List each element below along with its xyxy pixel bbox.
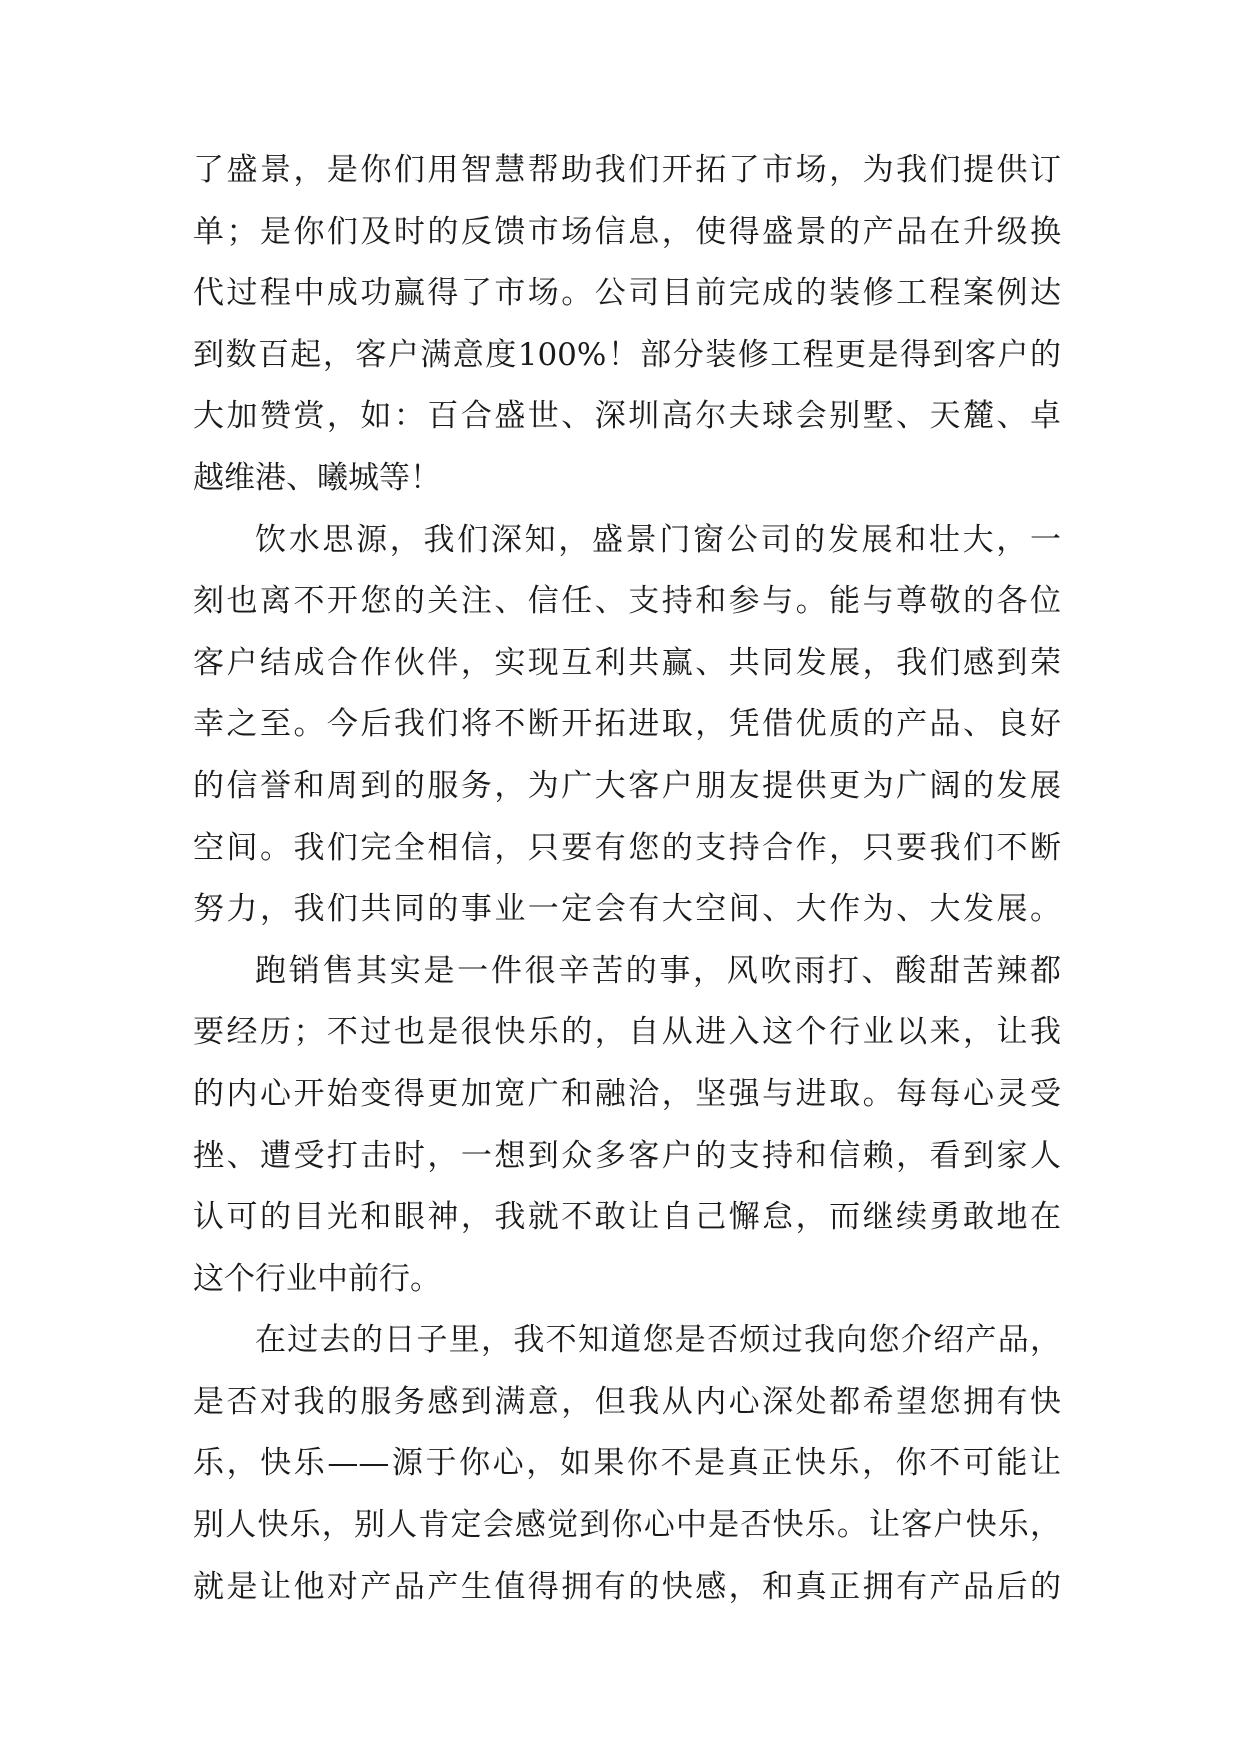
text-line: 代过程中成功赢得了市场。公司目前完成的装修工程案例达 (193, 275, 1061, 312)
paragraph-first-line: 跑销售其实是一件很辛苦的事，风吹雨打、酸甜苦辣都 (255, 952, 1061, 989)
text-line: 的信誉和周到的服务，为广大客户朋友提供更为广阔的发展 (193, 767, 1061, 804)
text-line: 要经历；不过也是很快乐的，自从进入这个行业以来，让我 (193, 1014, 1061, 1051)
text-line: 客户结成合作伙伴，实现互利共赢、共同发展，我们感到荣 (193, 644, 1061, 681)
text-line: 的内心开始变得更加宽广和融洽，坚强与进取。每每心灵受 (193, 1075, 1061, 1112)
body-text (193, 140, 1061, 1618)
text-line: 刻也离不开您的关注、信任、支持和参与。能与尊敬的各位 (193, 583, 1061, 620)
text-line: 到数百起，客户满意度100%！部分装修工程更是得到客户的 (193, 336, 1061, 373)
paragraph-first-line: 饮水思源，我们深知，盛景门窗公司的发展和壮大，一 (255, 521, 1061, 558)
text-line: 这个行业中前行。 (193, 1260, 441, 1297)
text-line: 单；是你们及时的反馈市场信息，使得盛景的产品在升级换 (193, 213, 1061, 250)
text-line: 别人快乐，别人肯定会感觉到你心中是否快乐。让客户快乐， (193, 1507, 1061, 1544)
text-line: 就是让他对产品产生值得拥有的快感，和真正拥有产品后的 (193, 1568, 1061, 1605)
text-line: 大加赞赏，如：百合盛世、深圳高尔夫球会别墅、天麓、卓 (193, 398, 1061, 435)
paragraph-first-line: 在过去的日子里，我不知道您是否烦过我向您介绍产品， (255, 1322, 1061, 1359)
text-line: 空间。我们完全相信，只要有您的支持合作，只要我们不断 (193, 829, 1061, 866)
text-line: 乐，快乐——源于你心，如果你不是真正快乐，你不可能让 (193, 1445, 1061, 1482)
text-line: 幸之至。今后我们将不断开拓进取，凭借优质的产品、良好 (193, 706, 1061, 743)
text-line: 了盛景，是你们用智慧帮助我们开拓了市场，为我们提供订 (193, 152, 1061, 188)
text-line: 挫、遭受打击时，一想到众多客户的支持和信赖，看到家人 (193, 1137, 1061, 1174)
text-line: 努力，我们共同的事业一定会有大空间、大作为、大发展。 (193, 891, 1061, 928)
text-line: 越维港、曦城等！ (193, 459, 441, 496)
text-line: 是否对我的服务感到满意，但我从内心深处都希望您拥有快 (193, 1383, 1061, 1420)
text-line: 认可的目光和眼神，我就不敢让自己懈怠，而继续勇敢地在 (193, 1199, 1061, 1236)
